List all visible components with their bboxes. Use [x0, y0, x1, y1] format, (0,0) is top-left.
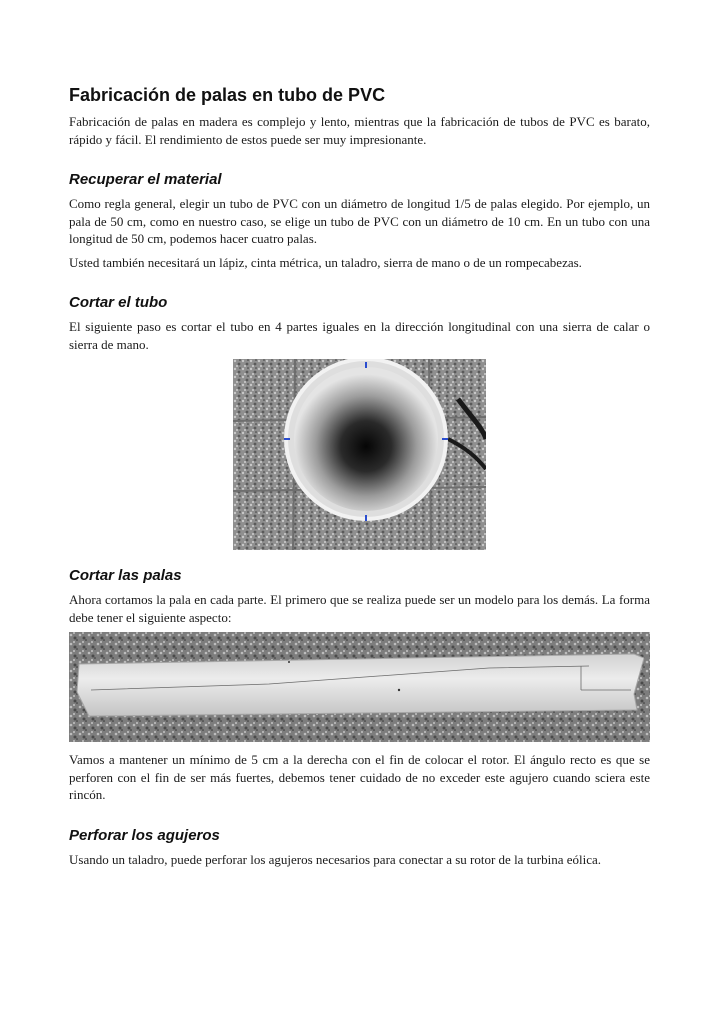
section-heading-perforar: Perforar los agujeros: [69, 826, 220, 844]
section-heading-cortar-palas: Cortar las palas: [69, 567, 182, 584]
section-paragraph: Ahora cortamos la pala en cada parte. El primero que se realiza puede ser un modelo para los demás. La forma debe tener el siguiente aspecto:: [69, 592, 650, 625]
section-heading-cortar-tubo: Cortar el tubo: [69, 294, 168, 311]
document-page: [69, 84, 650, 874]
section-paragraph: Usando un taladro, puede perforar los agujeros necesarios para conectar a su rotor de la turbina eólica.: [69, 851, 602, 867]
section-paragraph: Como regla general, elegir un tubo de PVC con un diámetro de longitud 1/5 de palas elegido. Por ejemplo, un pala de 50 cm, como en nuestro caso, se elige un tubo de PVC con un diámetro de 10 cm. En un tubo con una longitud de 50 cm, podemos hacer cuatro palas.: [69, 196, 650, 246]
document-title: Fabricación de palas en tubo de PVC: [69, 85, 386, 105]
intro-paragraph: Fabricación de palas en madera es complejo y lento, mientras que la fabricación de tubos de PVC es barato, rápido y fácil. El rendimiento de estos puede ser muy impresionante.: [69, 114, 650, 147]
section-paragraph: El siguiente paso es cortar el tubo en 4 partes iguales en la dirección longitudinal con una sierra de calar o sierra de mano.: [69, 319, 650, 352]
section-paragraph: Vamos a mantener un mínimo de 5 cm a la derecha con el fin de colocar el rotor. El ángulo recto es que se perforen con el fin de ser más fuertes, debemos tener cuidado de no exceder este agujero cuando sciera este rincón.: [69, 752, 650, 802]
pvc-tube-photo: [233, 359, 486, 550]
section-heading-recuperar: Recuperar el material: [69, 171, 222, 188]
section-paragraph: Usted también necesitará un lápiz, cinta métrica, un taladro, sierra de mano o de un rompecabezas.: [69, 254, 582, 270]
pvc-blade-photo: [69, 632, 650, 742]
